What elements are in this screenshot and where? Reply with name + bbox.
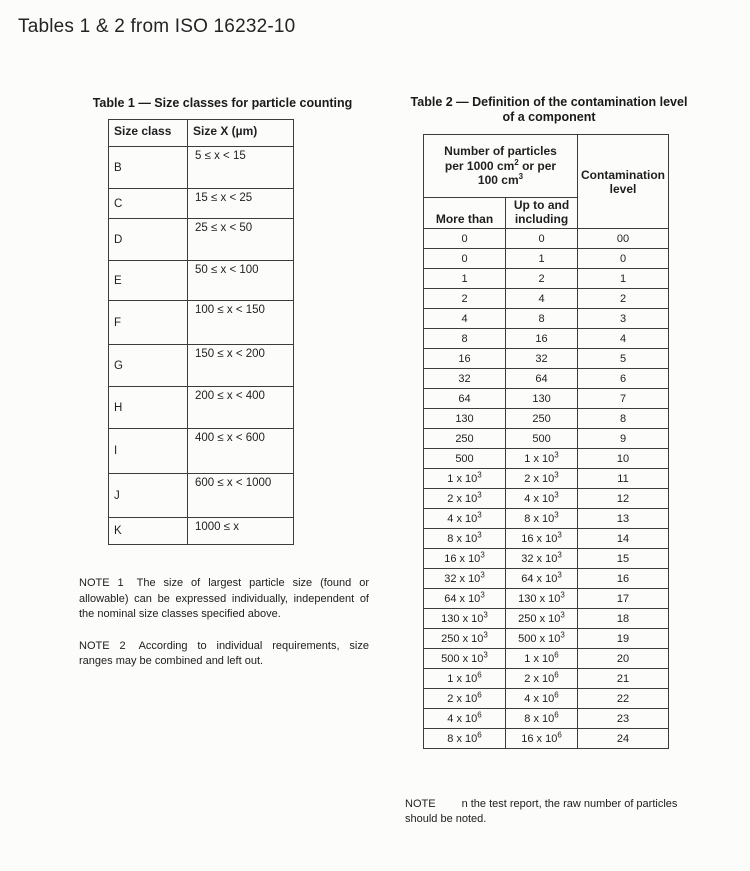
size-class-cell: E (109, 261, 188, 301)
up-to-cell: 8 x $10^3$ (506, 509, 578, 529)
up-to-cell: 130 (506, 389, 578, 409)
contamination-level-cell: 7 (578, 389, 669, 409)
contamination-level-cell: 4 (578, 329, 669, 349)
table1-size-classes (108, 119, 294, 545)
table2-header-row-1 (424, 135, 669, 198)
more-than-cell: 16 (424, 349, 506, 369)
contamination-level-cell: 8 (578, 409, 669, 429)
size-range-cell: 400 ≤ x < 600 (188, 429, 294, 474)
table2-row (424, 629, 669, 649)
table2-row (424, 569, 669, 589)
table2-row (424, 229, 669, 249)
more-than-cell: 250 (424, 429, 506, 449)
size-range-cell: 5 ≤ x < 15 (188, 147, 294, 189)
up-to-cell: 500 (506, 429, 578, 449)
up-to-cell: 2 x $10^3$ (506, 469, 578, 489)
table2-row (424, 549, 669, 569)
more-than-cell: 16 x $10^3$ (424, 549, 506, 569)
size-range-cell: 15 ≤ x < 25 (188, 189, 294, 219)
more-than-cell: 500 x $10^3$ (424, 649, 506, 669)
up-to-cell: 250 x $10^3$ (506, 609, 578, 629)
up-to-cell: 32 x $10^3$ (506, 549, 578, 569)
size-range-cell: 100 ≤ x < 150 (188, 301, 294, 345)
up-to-cell: 2 x $10^6$ (506, 669, 578, 689)
more-than-cell: 4 x $10^6$ (424, 709, 506, 729)
table1-header-row (109, 120, 294, 147)
table2-title-line1: Table 2 — Definition of the contamination level (410, 95, 688, 109)
table2-row (424, 469, 669, 489)
contamination-level-cell: 5 (578, 349, 669, 369)
table1-note-2 (79, 639, 369, 670)
contamination-level-cell: 1 (578, 269, 669, 289)
more-than-cell: 4 x $10^3$ (424, 509, 506, 529)
table1-header-size-class: Size class (109, 120, 188, 147)
size-range-cell: 150 ≤ x < 200 (188, 345, 294, 387)
table2-header-contamination-level: Contamination level (578, 135, 669, 229)
table2-row (424, 249, 669, 269)
table2-row (424, 709, 669, 729)
more-than-cell: 2 x $10^6$ (424, 689, 506, 709)
size-range-cell: 200 ≤ x < 400 (188, 387, 294, 429)
size-class-cell: G (109, 345, 188, 387)
contamination-level-cell: 3 (578, 309, 669, 329)
table1-title: Table 1 — Size classes for particle counting (92, 96, 353, 110)
up-to-cell: 64 (506, 369, 578, 389)
note2-label: NOTE 2 (79, 639, 126, 652)
table2-title-line2: of a component (502, 109, 596, 124)
size-class-cell: H (109, 387, 188, 429)
table1-row (109, 518, 294, 545)
contamination-level-cell: 16 (578, 569, 669, 589)
table1-row (109, 147, 294, 189)
table2-row (424, 589, 669, 609)
table2-row (424, 309, 669, 329)
contamination-level-cell: 20 (578, 649, 669, 669)
table2-row (424, 489, 669, 509)
size-range-cell: 1000 ≤ x (188, 518, 294, 545)
table1-row (109, 189, 294, 219)
table2-row (424, 689, 669, 709)
more-than-cell: 2 (424, 289, 506, 309)
table1-header-size-x: Size X (µm) (188, 120, 294, 147)
size-class-cell: D (109, 219, 188, 261)
up-to-cell: 500 x $10^3$ (506, 629, 578, 649)
size-range-cell: 50 ≤ x < 100 (188, 261, 294, 301)
table1-row (109, 261, 294, 301)
table2-row (424, 609, 669, 629)
table2-header-more-than: More than (424, 198, 506, 229)
table2-row (424, 369, 669, 389)
contamination-level-cell: 6 (578, 369, 669, 389)
table2-row (424, 729, 669, 749)
more-than-cell: 130 (424, 409, 506, 429)
more-than-cell: 250 x $10^3$ (424, 629, 506, 649)
table2-row (424, 349, 669, 369)
more-than-cell: 1 x $10^3$ (424, 469, 506, 489)
table2-row (424, 509, 669, 529)
table1-row (109, 301, 294, 345)
table2-note (405, 797, 705, 827)
up-to-cell: 2 (506, 269, 578, 289)
up-to-cell: 16 x $10^3$ (506, 529, 578, 549)
up-to-cell: 1 x $10^3$ (506, 449, 578, 469)
table2-row (424, 449, 669, 469)
table2-note-label: NOTE (405, 798, 436, 810)
note2-text: According to individual requirements, size ranges may be combined and left out. (79, 639, 369, 667)
size-class-cell: K (109, 518, 188, 545)
contamination-level-cell: 00 (578, 229, 669, 249)
up-to-cell: 130 x $10^3$ (506, 589, 578, 609)
more-than-cell: 130 x $10^3$ (424, 609, 506, 629)
up-to-cell: 4 (506, 289, 578, 309)
more-than-cell: 1 (424, 269, 506, 289)
note1-text: The size of largest particle size (found or allowable) can be expressed individually, independent of the nominal size classes specified above. (79, 577, 370, 620)
up-to-cell: 1 (506, 249, 578, 269)
size-class-cell: C (109, 189, 188, 219)
contamination-level-cell: 18 (578, 609, 669, 629)
contamination-level-cell: 0 (578, 249, 669, 269)
more-than-cell: 4 (424, 309, 506, 329)
contamination-level-cell: 22 (578, 689, 669, 709)
size-range-cell: 600 ≤ x < 1000 (188, 474, 294, 518)
up-to-cell: 4 x $10^6$ (506, 689, 578, 709)
up-to-cell: 8 x $10^6$ (506, 709, 578, 729)
up-to-cell: 1 x $10^6$ (506, 649, 578, 669)
more-than-cell: 8 x $10^6$ (424, 729, 506, 749)
contamination-level-cell: 9 (578, 429, 669, 449)
more-than-cell: 32 (424, 369, 506, 389)
more-than-cell: 2 x $10^3$ (424, 489, 506, 509)
up-to-cell: 32 (506, 349, 578, 369)
table2-row (424, 429, 669, 449)
contamination-level-cell: 21 (578, 669, 669, 689)
table1-row (109, 387, 294, 429)
more-than-cell: 500 (424, 449, 506, 469)
more-than-cell: 64 (424, 389, 506, 409)
table1-row (109, 345, 294, 387)
more-than-cell: 8 (424, 329, 506, 349)
table2-row (424, 669, 669, 689)
up-to-cell: 64 x $10^3$ (506, 569, 578, 589)
contamination-level-cell: 11 (578, 469, 669, 489)
more-than-cell: 1 x $10^6$ (424, 669, 506, 689)
size-class-cell: I (109, 429, 188, 474)
up-to-cell: 8 (506, 309, 578, 329)
contamination-level-cell: 15 (578, 549, 669, 569)
contamination-level-cell: 19 (578, 629, 669, 649)
table2-row (424, 649, 669, 669)
table2-title (399, 95, 699, 124)
up-to-cell: 4 x $10^3$ (506, 489, 578, 509)
table2-contamination-levels (423, 134, 669, 749)
contamination-level-cell: 2 (578, 289, 669, 309)
contamination-level-cell: 24 (578, 729, 669, 749)
contamination-level-cell: 12 (578, 489, 669, 509)
table2-row (424, 389, 669, 409)
size-class-cell: B (109, 147, 188, 189)
table2-row (424, 329, 669, 349)
contamination-level-cell: 17 (578, 589, 669, 609)
up-to-cell: 250 (506, 409, 578, 429)
size-range-cell: 25 ≤ x < 50 (188, 219, 294, 261)
up-to-cell: 0 (506, 229, 578, 249)
table1-notes (79, 576, 369, 686)
table2-row (424, 529, 669, 549)
table2-row (424, 269, 669, 289)
page-title: Tables 1 & 2 from ISO 16232-10 (18, 16, 296, 37)
more-than-cell: 0 (424, 249, 506, 269)
up-to-cell: 16 x $10^6$ (506, 729, 578, 749)
contamination-level-cell: 14 (578, 529, 669, 549)
table2-row (424, 409, 669, 429)
more-than-cell: 8 x $10^3$ (424, 529, 506, 549)
table2-header-up-to-including: Up to and including (506, 198, 578, 229)
contamination-level-cell: 13 (578, 509, 669, 529)
more-than-cell: 32 x $10^3$ (424, 569, 506, 589)
more-than-cell: 0 (424, 229, 506, 249)
size-class-cell: F (109, 301, 188, 345)
table2-row (424, 289, 669, 309)
note1-label: NOTE 1 (79, 577, 124, 589)
size-class-cell: J (109, 474, 188, 518)
table2-note-text: n the test report, the raw number of particles should be noted. (405, 798, 678, 825)
more-than-cell: 64 x $10^3$ (424, 589, 506, 609)
table1-row (109, 219, 294, 261)
table1-row (109, 474, 294, 518)
up-to-cell: 16 (506, 329, 578, 349)
table2-header-number-of-particles: Number of particles per 1000 $cm^2$ or per 100 $cm^3$ (424, 135, 578, 198)
contamination-level-cell: 23 (578, 709, 669, 729)
contamination-level-cell: 10 (578, 449, 669, 469)
table1-note-1 (79, 576, 369, 623)
table1-row (109, 429, 294, 474)
